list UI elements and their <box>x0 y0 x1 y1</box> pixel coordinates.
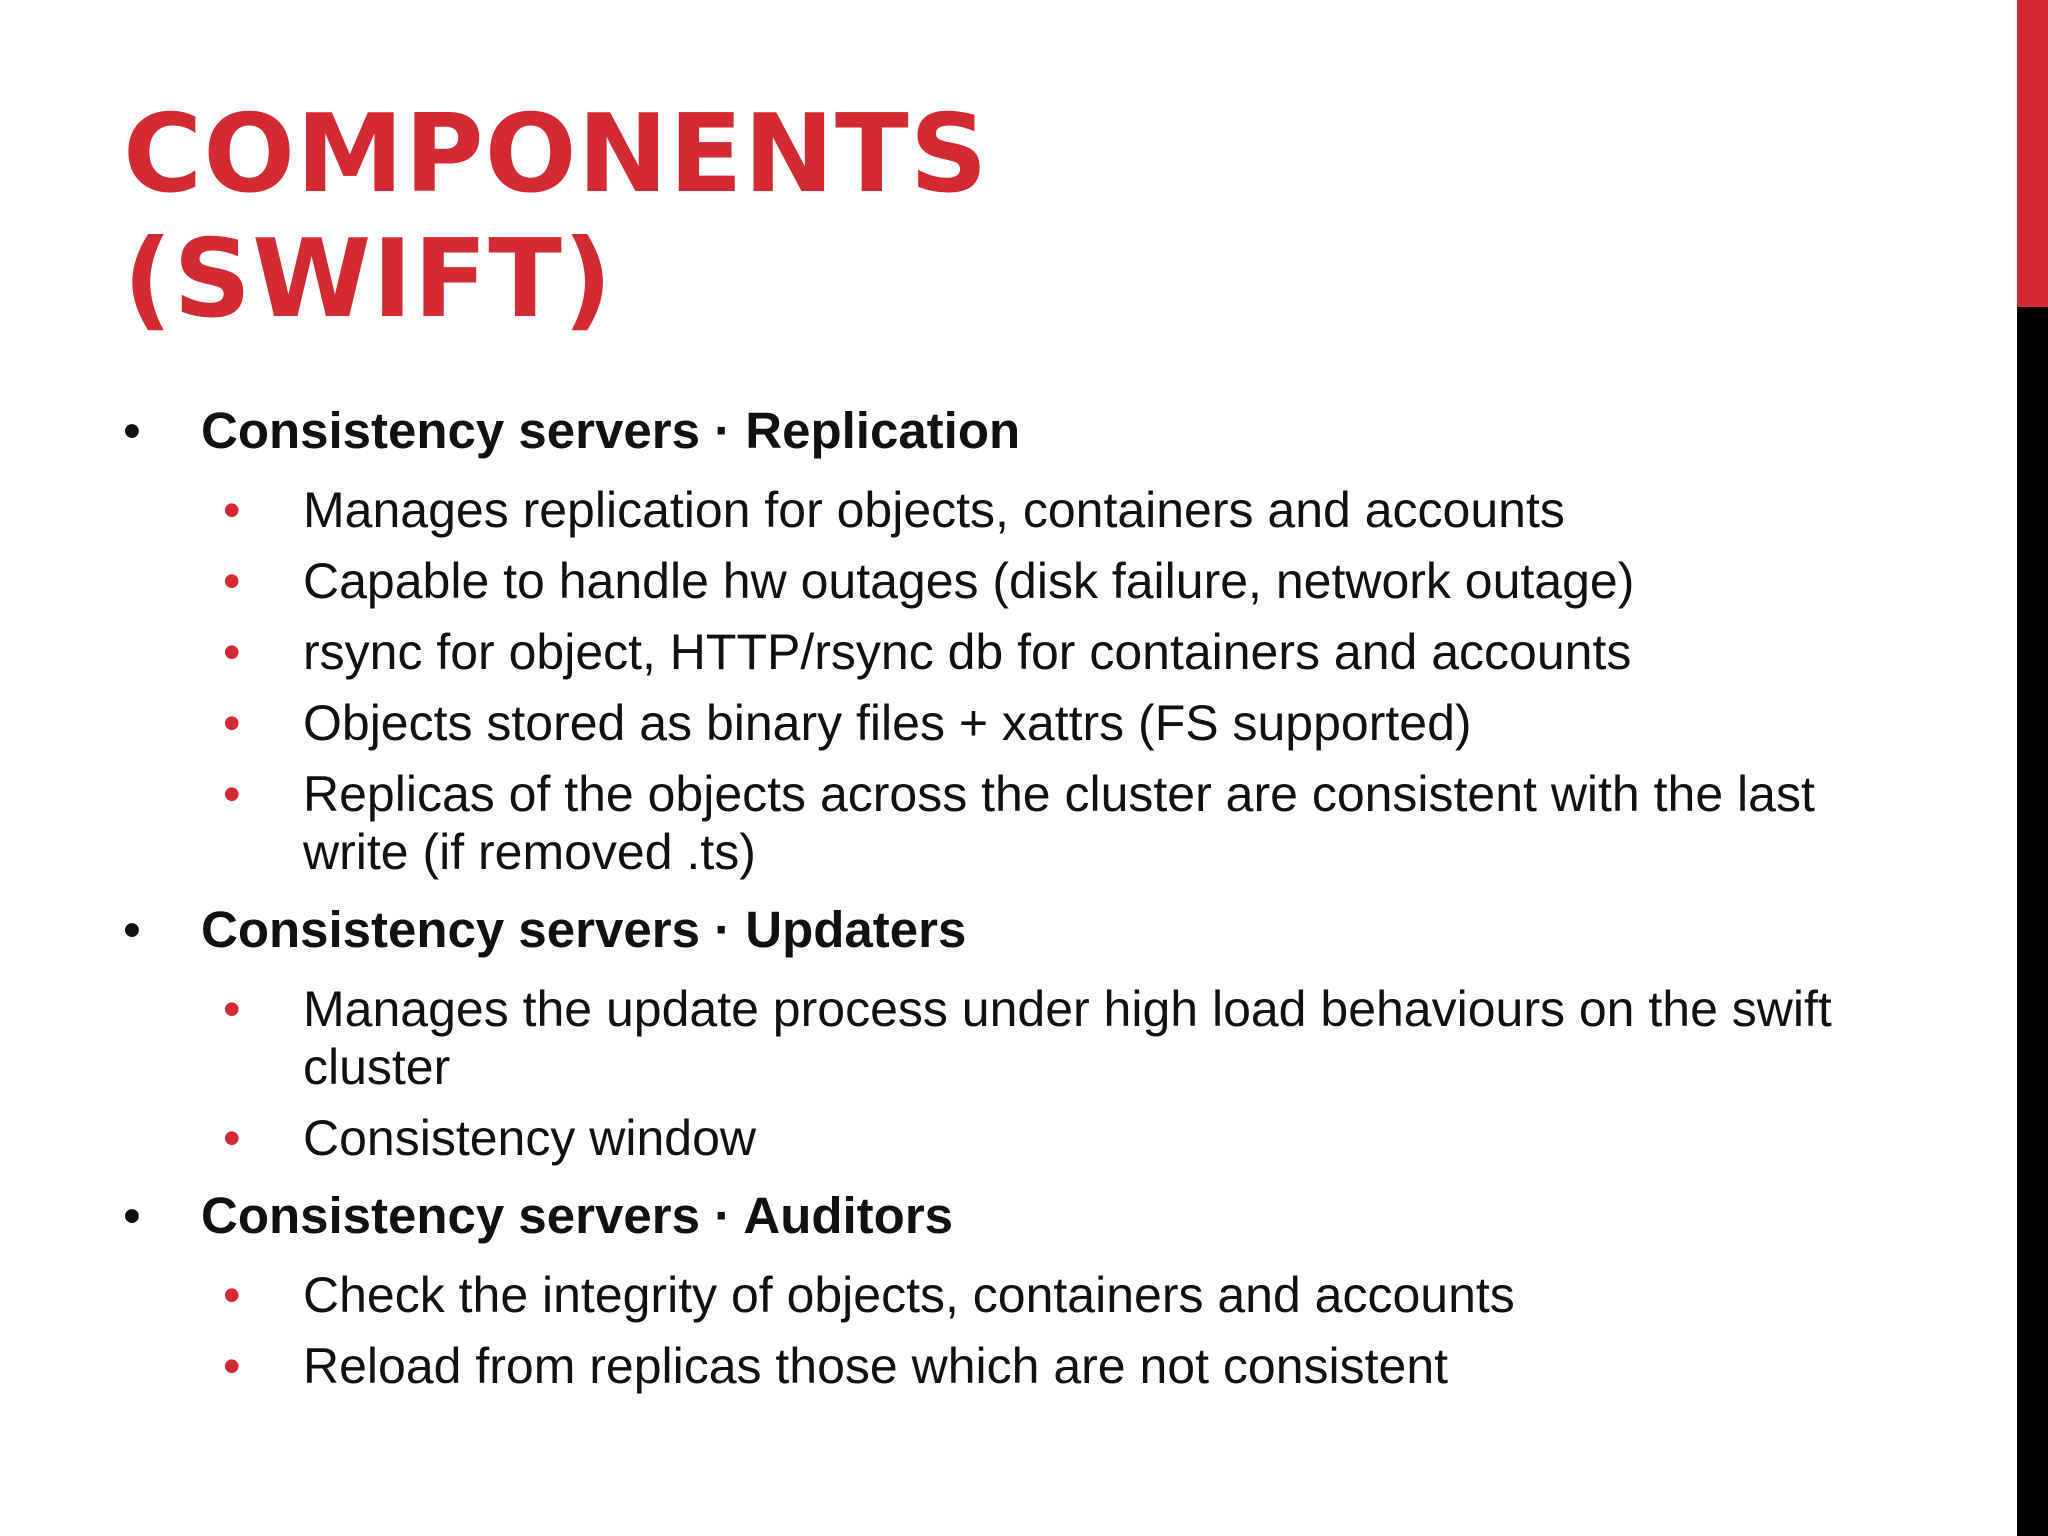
section-heading-text: Consistency servers · Auditors <box>201 1187 954 1244</box>
slide-title <box>123 92 989 342</box>
list-item <box>123 552 1883 610</box>
list-item <box>123 1337 1883 1395</box>
bullet-icon: • <box>223 766 241 822</box>
list-item <box>123 765 1883 881</box>
section-heading <box>123 894 1883 966</box>
list-item-text: Capable to handle hw outages (disk failure, network outage) <box>303 553 1635 609</box>
list-item-text: Consistency window <box>303 1110 756 1166</box>
list-item-text: Manages replication for objects, containers and accounts <box>303 482 1565 538</box>
bullet-icon: • <box>223 981 241 1037</box>
bullet-icon: • <box>223 1338 241 1394</box>
list-item <box>123 623 1883 681</box>
bullet-icon: • <box>123 402 141 459</box>
list-item-text: rsync for object, HTTP/rsync db for containers and accounts <box>303 624 1632 680</box>
section-heading <box>123 395 1883 467</box>
title-line: (SWIFT) <box>123 217 614 342</box>
section-replication <box>123 395 1883 881</box>
section-updaters <box>123 894 1883 1167</box>
section-heading <box>123 1180 1883 1252</box>
section-auditors <box>123 1180 1883 1395</box>
list-item <box>123 694 1883 752</box>
bullet-icon: • <box>223 695 241 751</box>
list-item <box>123 980 1883 1096</box>
list-item-text: Objects stored as binary files + xattrs (FS supported) <box>303 695 1472 751</box>
list-item-text: Reload from replicas those which are not consistent <box>303 1338 1449 1394</box>
bullet-icon: • <box>223 624 241 680</box>
bullet-icon: • <box>223 1267 241 1323</box>
section-heading-text: Consistency servers · Updaters <box>201 901 967 958</box>
bullet-icon: • <box>223 482 241 538</box>
bullet-icon: • <box>223 1110 241 1166</box>
bullet-icon: • <box>223 553 241 609</box>
accent-bar-black <box>2017 307 2048 1536</box>
section-heading-text: Consistency servers · Replication <box>201 402 1021 459</box>
list-item-text: Check the integrity of objects, containers and accounts <box>303 1267 1515 1323</box>
list-item-text: Replicas of the objects across the cluster are consistent with the last write (if removed .ts) <box>303 766 1815 880</box>
accent-bar-red <box>2017 0 2048 307</box>
bullet-content <box>123 395 1883 1408</box>
list-item-text: Manages the update process under high load behaviours on the swift cluster <box>303 981 1832 1095</box>
list-item <box>123 1266 1883 1324</box>
bullet-icon: • <box>123 901 141 958</box>
title-line: COMPONENTS <box>123 92 989 217</box>
list-item <box>123 1109 1883 1167</box>
bullet-icon: • <box>123 1187 141 1244</box>
list-item <box>123 481 1883 539</box>
